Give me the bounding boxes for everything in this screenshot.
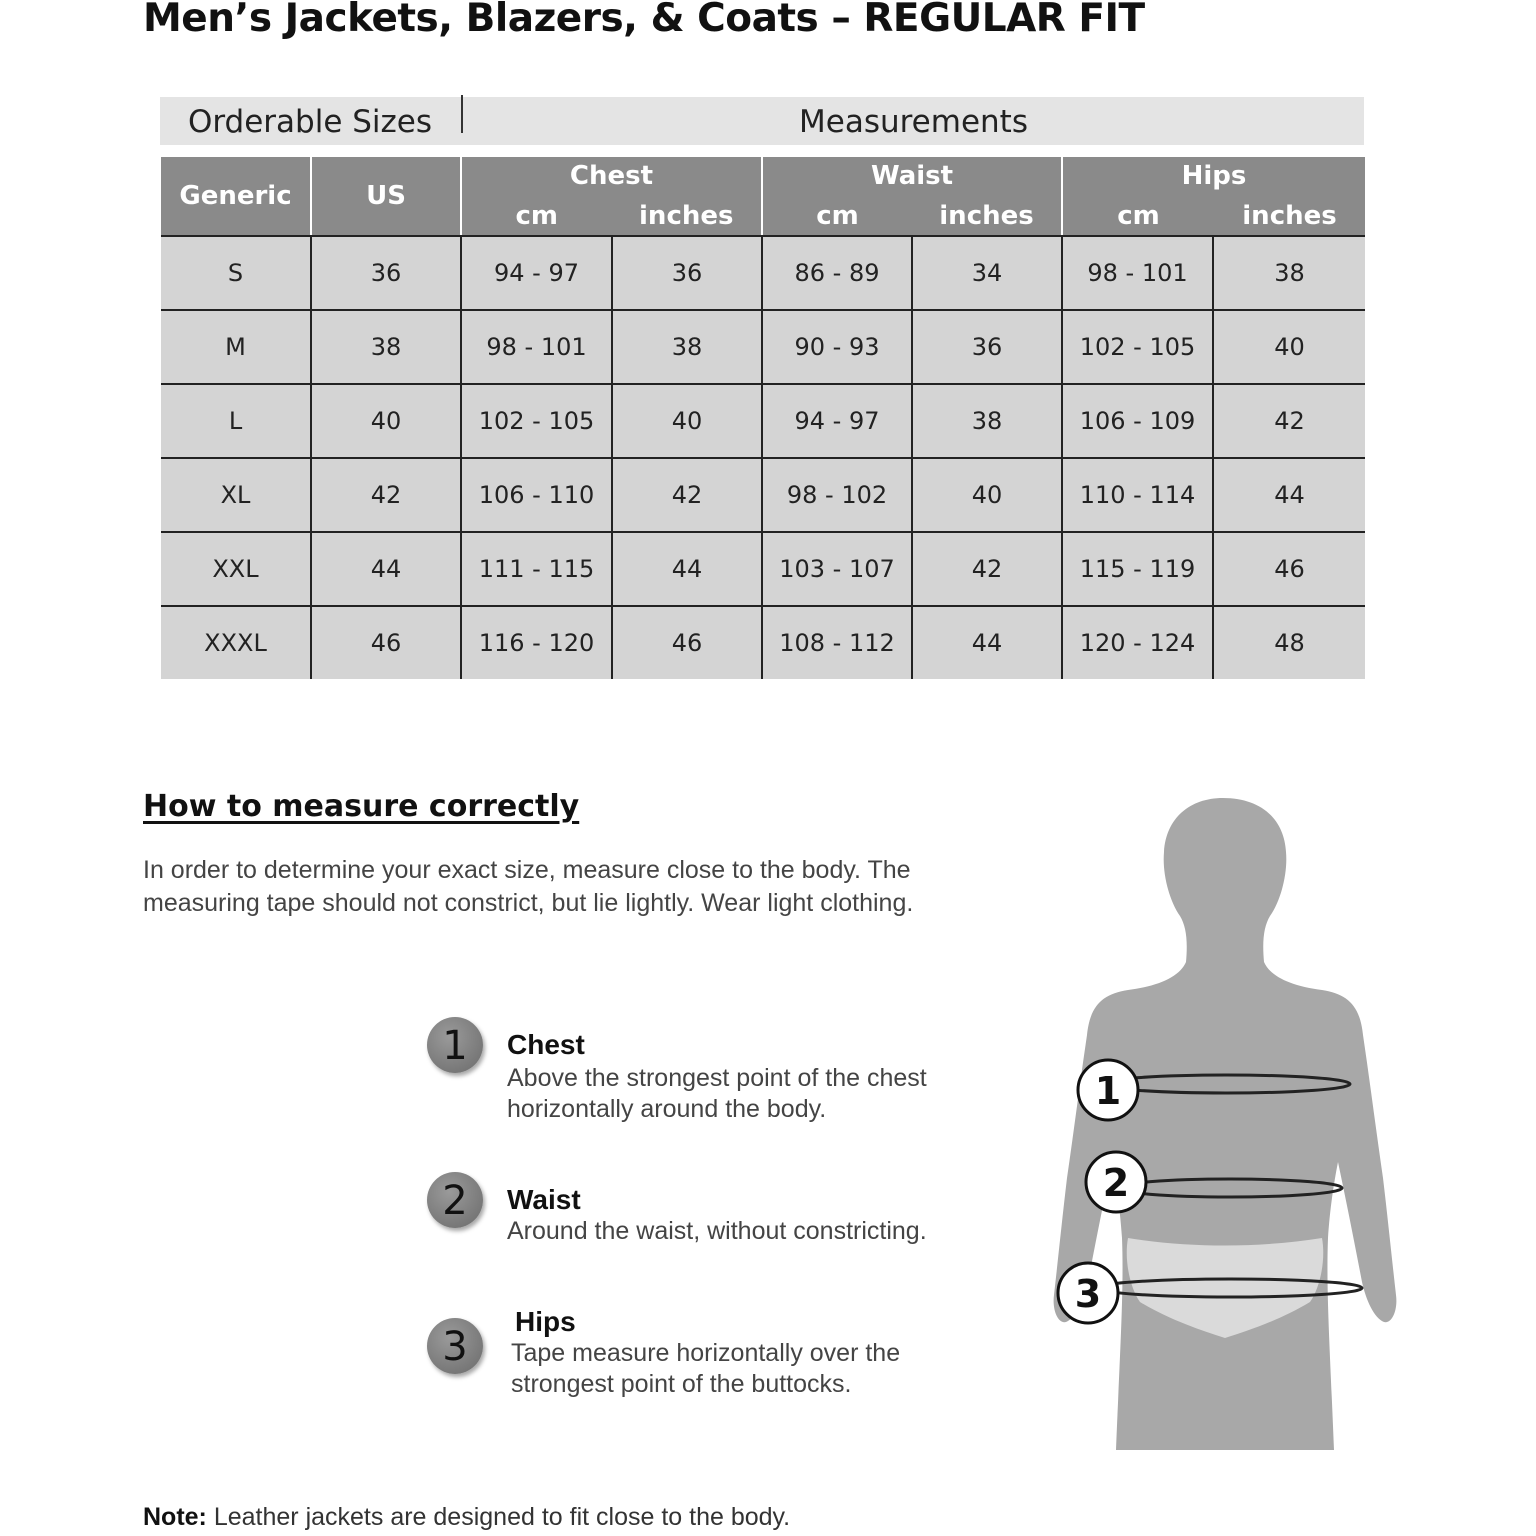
cell-waist-cm: 90 - 93 bbox=[762, 310, 912, 384]
cell-chest-cm: 116 - 120 bbox=[461, 606, 612, 679]
body-silhouette-figure bbox=[1040, 790, 1410, 1450]
step-number-badge: 1 bbox=[427, 1017, 483, 1073]
cell-chest-cm: 94 - 97 bbox=[461, 236, 612, 310]
step-title: Waist bbox=[507, 1184, 581, 1215]
header-us: US bbox=[311, 157, 461, 236]
cell-generic: XXXL bbox=[161, 606, 311, 679]
cell-hips-inches: 40 bbox=[1213, 310, 1365, 384]
cell-us: 40 bbox=[311, 384, 461, 458]
cell-chest-inches: 44 bbox=[612, 532, 762, 606]
header-hips-inches: inches bbox=[1242, 201, 1337, 231]
measurements-label: Measurements bbox=[799, 104, 1028, 140]
note-label: Note: bbox=[143, 1503, 207, 1531]
cell-waist-cm: 98 - 102 bbox=[762, 458, 912, 532]
cell-hips-inches: 42 bbox=[1213, 384, 1365, 458]
cell-hips-inches: 44 bbox=[1213, 458, 1365, 532]
hips-marker-label: 3 bbox=[1074, 1272, 1102, 1316]
header-chest-group bbox=[461, 157, 762, 236]
table-row bbox=[161, 384, 1365, 458]
cell-chest-cm: 98 - 101 bbox=[461, 310, 612, 384]
step-title: Hips bbox=[515, 1306, 576, 1337]
measure-heading: How to measure correctly bbox=[143, 789, 580, 824]
step-description: Around the waist, without constricting. bbox=[507, 1217, 927, 1245]
chest-marker-label: 1 bbox=[1094, 1069, 1122, 1113]
cell-waist-inches: 38 bbox=[912, 384, 1062, 458]
cell-waist-inches: 42 bbox=[912, 532, 1062, 606]
cell-waist-inches: 40 bbox=[912, 458, 1062, 532]
note-text: Leather jackets are designed to fit close to the body. bbox=[206, 1503, 791, 1531]
step-number-badge: 3 bbox=[427, 1318, 483, 1374]
header-generic: Generic bbox=[161, 157, 311, 236]
cell-chest-inches: 40 bbox=[612, 384, 762, 458]
cell-hips-cm: 98 - 101 bbox=[1062, 236, 1213, 310]
cell-us: 36 bbox=[311, 236, 461, 310]
body-silhouette bbox=[1040, 790, 1410, 1450]
cell-chest-inches: 36 bbox=[612, 236, 762, 310]
cell-generic: XXL bbox=[161, 532, 311, 606]
header-hips: Hips bbox=[1181, 161, 1247, 191]
cell-hips-inches: 48 bbox=[1213, 606, 1365, 679]
cell-hips-cm: 120 - 124 bbox=[1062, 606, 1213, 679]
step-title: Chest bbox=[507, 1029, 585, 1060]
cell-us: 42 bbox=[311, 458, 461, 532]
cell-hips-cm: 110 - 114 bbox=[1062, 458, 1213, 532]
cell-chest-inches: 42 bbox=[612, 458, 762, 532]
step-number-badge: 2 bbox=[427, 1172, 483, 1228]
waist-marker-label: 2 bbox=[1102, 1161, 1130, 1205]
cell-us: 44 bbox=[311, 532, 461, 606]
cell-waist-inches: 36 bbox=[912, 310, 1062, 384]
note bbox=[143, 1503, 790, 1532]
table-header-row bbox=[161, 157, 1365, 236]
cell-hips-cm: 115 - 119 bbox=[1062, 532, 1213, 606]
orderable-sizes-label: Orderable Sizes bbox=[187, 104, 433, 140]
table-row bbox=[161, 310, 1365, 384]
cell-waist-cm: 103 - 107 bbox=[762, 532, 912, 606]
measure-intro: In order to determine your exact size, measure close to the body. The measuring tape should not constrict, but lie lightly. Wear light clothing. bbox=[143, 856, 914, 917]
header-chest: Chest bbox=[569, 161, 654, 191]
cell-hips-cm: 106 - 109 bbox=[1062, 384, 1213, 458]
header-waist-cm: cm bbox=[816, 201, 859, 231]
cell-hips-inches: 46 bbox=[1213, 532, 1365, 606]
cell-generic: S bbox=[161, 236, 311, 310]
cell-us: 46 bbox=[311, 606, 461, 679]
cell-waist-inches: 34 bbox=[912, 236, 1062, 310]
header-hips-group bbox=[1062, 157, 1365, 236]
table-row bbox=[161, 236, 1365, 310]
step-description: Above the strongest point of the chest horizontally around the body. bbox=[507, 1064, 927, 1123]
cell-hips-cm: 102 - 105 bbox=[1062, 310, 1213, 384]
header-chest-cm: cm bbox=[515, 201, 558, 231]
page-title: Men’s Jackets, Blazers, & Coats – REGULAR FIT bbox=[143, 0, 1145, 41]
cell-generic: XL bbox=[161, 458, 311, 532]
table-group-band bbox=[160, 97, 1364, 145]
cell-chest-inches: 38 bbox=[612, 310, 762, 384]
cell-generic: M bbox=[161, 310, 311, 384]
cell-generic: L bbox=[161, 384, 311, 458]
header-waist-inches: inches bbox=[939, 201, 1034, 231]
header-waist: Waist bbox=[870, 161, 954, 191]
table-row bbox=[161, 532, 1365, 606]
cell-us: 38 bbox=[311, 310, 461, 384]
header-waist-group bbox=[762, 157, 1062, 236]
cell-waist-cm: 108 - 112 bbox=[762, 606, 912, 679]
cell-chest-cm: 102 - 105 bbox=[461, 384, 612, 458]
step-description: Tape measure horizontally over the strongest point of the buttocks. bbox=[511, 1339, 901, 1398]
cell-waist-cm: 94 - 97 bbox=[762, 384, 912, 458]
table-row bbox=[161, 606, 1365, 679]
cell-waist-cm: 86 - 89 bbox=[762, 236, 912, 310]
cell-chest-cm: 111 - 115 bbox=[461, 532, 612, 606]
table-row bbox=[161, 458, 1365, 532]
cell-hips-inches: 38 bbox=[1213, 236, 1365, 310]
cell-waist-inches: 44 bbox=[912, 606, 1062, 679]
header-chest-inches: inches bbox=[639, 201, 734, 231]
silhouette-body bbox=[1054, 798, 1397, 1450]
header-hips-cm: cm bbox=[1117, 201, 1160, 231]
cell-chest-inches: 46 bbox=[612, 606, 762, 679]
size-table bbox=[161, 157, 1365, 679]
cell-chest-cm: 106 - 110 bbox=[461, 458, 612, 532]
